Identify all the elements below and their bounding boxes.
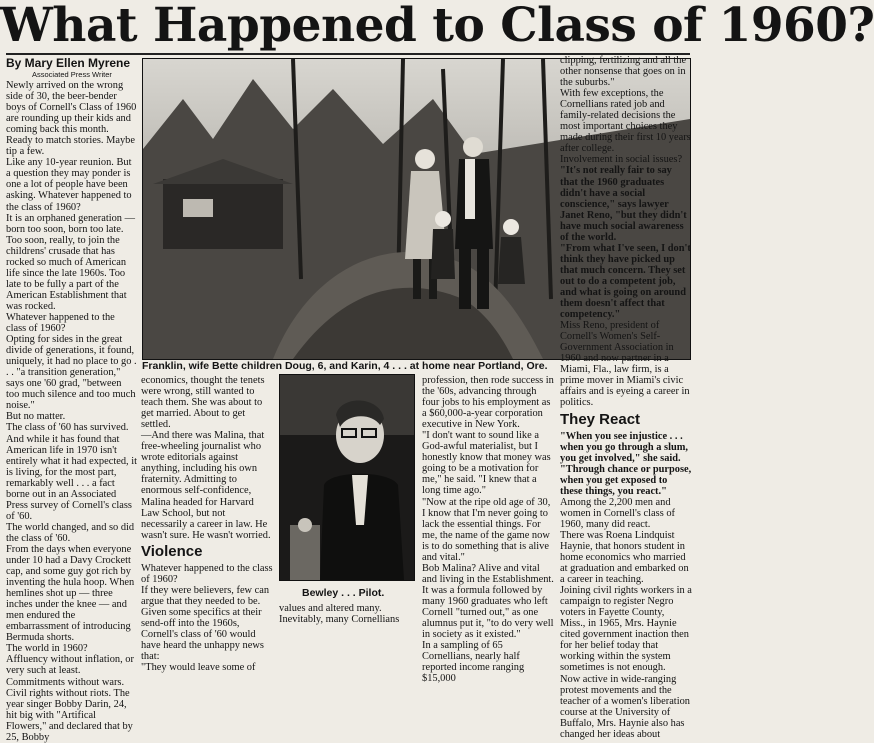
col1-paragraph: The class of '60 has survived. And while it has found that American life in 1970 isn't entirely what it had expected, it is living, for the most part, remarkably well . . . a fact borne out in an Associated Press survey of Cornell's class of '60.	[6, 422, 137, 522]
col5-paragraph: "From what I've seen, I don't think they have picked up that much concern. They set out to do a competent job, and what is going on around them doesn't affect that competency."	[560, 242, 691, 321]
column-3-bottom	[279, 603, 413, 625]
col5-paragraph: Involvement in social issues?	[560, 154, 683, 166]
violence-paragraph: If they were believers, few can argue that they needed to be.	[141, 584, 270, 607]
column-4	[422, 375, 555, 685]
react-paragraph: There was Roena Lindquist Haynie, that honors student in home economics who married at graduation and embarked on a career in teaching.	[560, 529, 689, 586]
col5-paragraph: Miss Reno, president of Cornell's Women's Self-Government Association in 1960 and now partner in a Miami, Fla., law firm, is a prime mover in Miami's civic affairs and is eyeing a career in politics.	[560, 320, 690, 409]
column-5	[560, 55, 692, 740]
col4-paragraph: In a sampling of 65 Cornellians, nearly half reported income ranging $15,000	[422, 640, 525, 685]
col5-paragraph: "It's not really fair to say that the 1960 graduates didn't have a social conscience," says lawyer Janet Reno, "but they didn't have much social awareness of the world.	[560, 165, 687, 243]
col1-paragraph: Whatever happened to the class of 1960?	[6, 311, 115, 335]
col1-paragraph: It is an orphaned generation — born too soon, born too late.	[6, 212, 135, 235]
col1-paragraph: Too soon, really, to join the childrens' crusade that has rocked so much of American life since the late 1960s. Too late to be fully a part of the American Establishment that was rocked.	[6, 234, 127, 312]
col1-paragraph: Affluency without inflation, or very such at least. Commitments without wars. Civil rights without riots. The year singer Bobby Darin, 24, hit big with "Artifical Flowers," and declared that by 25, Bobby	[6, 654, 134, 743]
violence-paragraph: Whatever happened to the class of 1960?	[141, 562, 273, 585]
col1-paragraph: From the days when everyone under 10 had a Davy Crockett cap, and some guy got rich by inventing the hula hoop. When hemlines shot up — three inches under the knee — and men endured the embarrassment of introducing Bermuda shorts.	[6, 543, 135, 644]
col2-paragraph: —And there was Malina, that free-wheeling journalist who wrote editorials against anything, including his own fraternity. Admitting to enormous self-confidence, Malina headed for Harvard Law School, but not necessarily a career in law. He wasn't sure. He wasn't worried.	[141, 430, 271, 541]
react-paragraph: Now active in wide-ranging protest movements and the teacher of a women's liberation course at the University of Buffalo, Mrs. Haynie also has changed her ideas about	[560, 673, 690, 740]
column-1	[6, 55, 137, 743]
col1-paragraph: Ready to match stories. Maybe tip a few.	[6, 135, 135, 158]
col1-paragraph: Newly arrived on the wrong side of 30, the beer-bender boys of Cornell's Class of 1960 are rounding up their kids and coming back this month.	[6, 80, 137, 136]
headline: What Happened to Class of 1960?	[0, 0, 874, 53]
family-photo-caption: Franklin, wife Bette children Doug, 6, and Karin, 4 . . . at home near Portland, Ore.	[142, 360, 548, 372]
bewley-photo-caption: Bewley . . . Pilot.	[302, 587, 385, 599]
react-paragraph: "When you see injustice . . . when you go through a slum, you get involved," she said. "Through chance or purpose, when you get exposed to these things, you react."	[560, 430, 692, 497]
react-paragraph: Joining civil rights workers in a campaign to register Negro voters in Fayette County, Miss., in 1965, Mrs. Haynie cited government inaction then for her belief today that working within the system sometimes is not enough.	[560, 585, 692, 674]
col5-paragraph: clipping, fertilizing and all the other nonsense that goes on in the suburbs."	[560, 55, 687, 89]
column-2	[141, 375, 274, 674]
col3-paragraph: Inevitably, many Cornellians	[279, 614, 400, 626]
violence-paragraph: "They would leave some of	[141, 662, 256, 674]
violence-paragraph: Given some specifics at their send-off into the 1960s, Cornell's class of '60 would have heard the unhappy news that:	[141, 606, 264, 663]
col1-paragraph: But no matter.	[6, 411, 66, 423]
col4-paragraph: "I don't want to sound like a God-awful materialist, but I honestly know that money was going to be a motivation for me," he said. "I knew that a long time ago."	[422, 430, 551, 497]
bewley-photo-image	[280, 375, 414, 580]
col2-paragraph: economics, thought the tenets were wrong, still wanted to teach them. She was about to get married. About to get settled.	[141, 375, 265, 431]
byline-title: Associated Press Writer	[32, 70, 112, 79]
byline-name: By Mary Ellen Myrene	[6, 56, 131, 70]
react-subhead: They React	[560, 410, 641, 428]
col1-paragraph: Like any 10-year reunion. But a question they may ponder is one a lot of people have been asking. Whatever happened to the class of 1960?	[6, 157, 132, 213]
col1-paragraph: The world changed, and so did the class of '60.	[6, 521, 135, 544]
col1-paragraph: Opting for sides in the great divide of generations, it found, uniquely, it had no place to go . . . "a transition generation," says one '60 grad, "between too much silence and too much noise."	[6, 334, 137, 412]
violence-subhead: Violence	[141, 542, 203, 560]
react-paragraph: Among the 2,200 men and women in Cornell's class of 1960, many did react.	[560, 496, 675, 530]
col5-paragraph: With few exceptions, the Cornellians rated job and family-related decisions the most important choices they made during their first 10 years after college.	[560, 88, 691, 155]
col4-paragraph: "Now at the ripe old age of 30, I know that I'm never going to lack the essential things. For me, the name of the game now is to do something that is alive and vital."	[422, 496, 551, 563]
col1-paragraph: The world in 1960?	[6, 643, 88, 655]
col3-paragraph: values and altered many.	[279, 603, 382, 614]
col4-paragraph: profession, then rode success in the '60s, advancing through four jobs to his employment as a $60,000-a-year corporation executive in New York.	[422, 375, 554, 431]
col4-paragraph: Bob Malina? Alive and vital and living in the Establishment.	[422, 562, 554, 585]
bewley-photo	[279, 374, 415, 581]
col4-paragraph: It was a formula followed by many 1960 graduates who left Cornell "turned out," as one alumnus put it, "to do very well in society as it existed."	[422, 584, 554, 641]
